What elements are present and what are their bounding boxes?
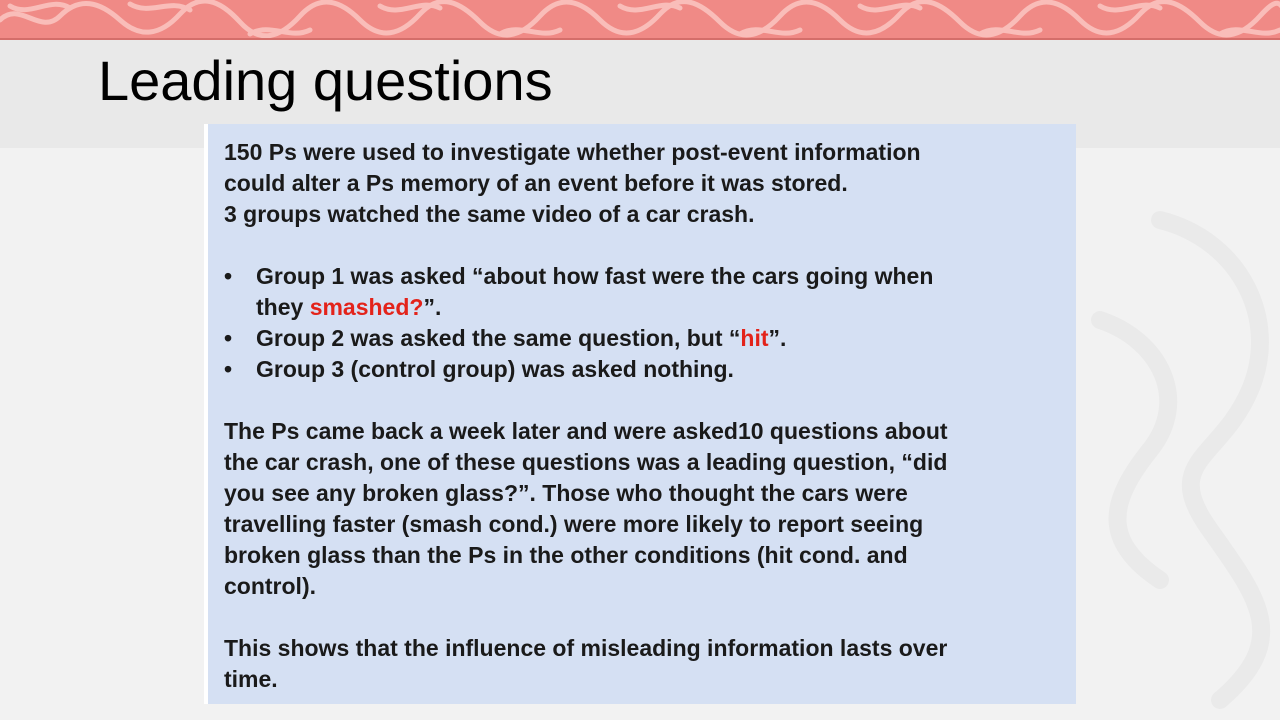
group-1-highlight: smashed? xyxy=(309,294,424,320)
group-2-highlight: hit xyxy=(740,325,769,351)
text-panel xyxy=(204,124,1076,704)
spacer xyxy=(224,385,1076,416)
spacer xyxy=(224,602,1076,633)
group-2-text: Group 2 was asked the same question, but “ xyxy=(256,325,741,351)
slide-title: Leading questions xyxy=(98,49,553,112)
results-line: The Ps came back a week later and were asked10 questions about xyxy=(224,418,948,444)
group-2-text-end: ”. xyxy=(768,325,787,351)
brain-watermark-icon xyxy=(1040,200,1280,720)
group-1-text: Group 1 was asked “about how fast were the cars going when xyxy=(256,263,934,289)
results-line: travelling faster (smash cond.) were more likely to report seeing xyxy=(224,511,924,537)
list-item-group-2 xyxy=(224,323,1076,354)
brain-banner xyxy=(0,0,1280,40)
list-item-group-1 xyxy=(224,261,1076,323)
intro-line: could alter a Ps memory of an event before it was stored. xyxy=(224,170,848,196)
group-list xyxy=(224,261,1076,385)
conclusion-line: time. xyxy=(224,666,278,692)
results-line: you see any broken glass?”. Those who thought the cars were xyxy=(224,480,908,506)
intro-line: 150 Ps were used to investigate whether post-event information xyxy=(224,139,921,165)
bullet-icon: • xyxy=(224,325,233,351)
intro-line: 3 groups watched the same video of a car crash. xyxy=(224,201,755,227)
group-3-text: Group 3 (control group) was asked nothing. xyxy=(256,356,734,382)
results-line: broken glass than the Ps in the other conditions (hit cond. and xyxy=(224,542,908,568)
spacer xyxy=(224,230,1076,261)
bullet-icon: • xyxy=(224,356,233,382)
results-line: control). xyxy=(224,573,316,599)
conclusion-line: This shows that the influence of misleading information lasts over xyxy=(224,635,948,661)
list-item-group-3 xyxy=(224,354,1076,385)
results-line: the car crash, one of these questions was a leading question, “did xyxy=(224,449,948,475)
bullet-icon: • xyxy=(224,263,233,289)
brain-pattern-icon xyxy=(0,0,1280,38)
group-1-text-end: ”. xyxy=(423,294,442,320)
group-1-text-line2: they xyxy=(256,294,310,320)
